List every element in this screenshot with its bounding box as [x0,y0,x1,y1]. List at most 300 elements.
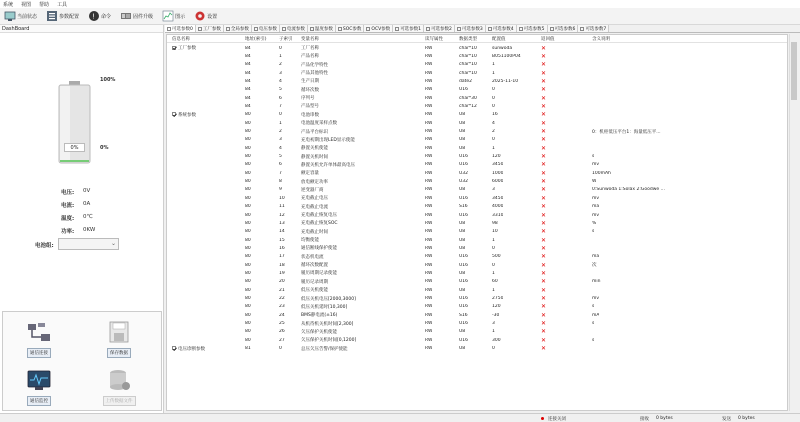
group-checkbox[interactable] [172,346,176,350]
table-cell: mv [592,195,600,201]
table-row[interactable] [167,94,788,102]
table-cell: 3 [279,137,282,143]
table-cell: 24 [279,312,285,318]
table-cell: 80 [245,179,251,185]
table-cell: s [592,321,595,327]
status-x-icon: ✕ [541,278,547,286]
battery-level: 0% [70,144,79,151]
tab-label: SOC参数 [342,27,362,32]
toolbar [0,8,800,25]
table-cell[interactable]: 98 [492,220,498,226]
table-cell: U16 [459,279,469,285]
status-x-icon: ✕ [541,303,547,311]
table-cell: RW [425,179,433,185]
received-label: 接收 [640,417,649,422]
table-cell: 80 [245,145,251,151]
table-cell: 通信断线保护使能 [301,246,337,252]
column-header[interactable]: 信息名称 [172,36,190,42]
table-cell: 80 [245,329,251,335]
table-cell: 13 [279,220,285,226]
table-cell: U8 [459,229,466,235]
table-cell: 80 [245,270,251,276]
table-cell: U8 [459,287,466,293]
tab-label: 可选参数1 [400,27,422,32]
tab-3[interactable] [252,25,280,33]
table-cell: 低压关机使能 [301,288,328,294]
tab-9[interactable] [424,25,455,33]
tab-label: 可选参数5 [523,27,545,32]
tab-checkbox[interactable] [198,27,202,31]
group-name: 电压诊断参数 [178,346,205,352]
table-cell[interactable]: 2 [492,129,495,134]
table-cell: 14 [279,229,285,235]
table-cell[interactable]: 1 [492,70,495,76]
table-cell: 27 [279,337,285,343]
tab-4[interactable] [280,25,308,33]
vertical-scrollbar[interactable] [789,34,798,411]
firmware-upgrade-label: 固件升级 [133,13,154,20]
tab-7[interactable] [364,25,393,33]
table-row[interactable] [167,278,788,286]
table-cell: 循环次数配置 [301,263,328,269]
firmware-upgrade-button[interactable] [118,9,155,24]
table-cell: 84 [245,87,251,93]
config-icon [46,10,58,22]
svg-text:!: ! [92,12,96,21]
table-cell: U8 [459,270,466,276]
table-cell: 电池串数 [301,112,319,118]
table-cell: RW [425,204,433,210]
table-cell: mv [592,296,600,301]
table-cell: char*10 [459,70,477,76]
table-cell: 产品其他特性 [301,71,328,77]
tab-1[interactable] [196,25,224,33]
table-row[interactable] [167,328,788,336]
status-bar [0,413,800,422]
table-cell: RW [425,270,433,276]
table-cell[interactable]: 0 [492,95,495,101]
tab-checkbox[interactable] [395,27,399,31]
table-cell: 低压关机电压[2000,3000] [301,296,356,302]
table-row[interactable] [167,86,788,94]
table-cell: 6 [279,95,282,101]
tab-10[interactable] [455,25,486,33]
table-cell[interactable]: 1 [492,62,495,68]
group-name: 系统参数 [178,112,196,118]
table-cell[interactable]: 60 [492,279,498,285]
tab-label: 电压参数 [258,27,277,32]
battery-group-select[interactable] [58,238,119,250]
table-cell: 84 [245,70,251,76]
table-row[interactable] [167,136,788,144]
table-cell: s [592,154,595,160]
table-row[interactable] [167,178,788,186]
menu-tools[interactable]: 工具 [57,1,68,8]
table-cell: U16 [459,262,469,268]
status-x-icon: ✕ [541,320,547,328]
tab-label: 可选参数2 [431,27,452,32]
table-cell[interactable]: 3450 [492,195,504,201]
table-cell: 80 [245,279,251,285]
table-cell: 额定容量 [301,171,319,177]
table-cell: 生产日期 [301,79,319,85]
status-x-icon: ✕ [541,169,547,177]
table-cell[interactable]: -30 [492,312,500,318]
tab-checkbox[interactable] [426,27,430,31]
table-cell: 80 [245,120,251,126]
table-cell: 80 [245,262,251,268]
param-config-button[interactable] [44,9,81,24]
tab-checkbox[interactable] [254,27,258,31]
table-cell[interactable]: 0 [492,137,495,143]
tab-checkbox[interactable] [310,27,314,31]
table-cell: 履历周期记录使能 [301,271,337,277]
table-row[interactable] [167,169,788,177]
table-cell: RW [425,237,433,243]
status-x-icon: ✕ [541,44,547,52]
table-cell [172,45,196,51]
table-cell: 2 [279,129,282,134]
tab-checkbox[interactable] [167,27,171,31]
table-cell[interactable]: 300 [492,337,501,343]
tab-label: 可选参数6 [554,27,576,32]
table-row[interactable] [167,253,788,261]
table-cell: 4 [279,78,282,84]
status-x-icon: ✕ [541,336,547,344]
tab-label: 温度参数 [314,27,333,32]
table-cell: RW [425,254,433,260]
tab-checkbox[interactable] [226,27,230,31]
table-row[interactable] [167,336,788,344]
column-header[interactable]: 返回值 [541,36,555,42]
table-cell[interactable]: 1 [492,329,495,335]
table-cell: 81 [245,346,251,352]
table-cell[interactable]: 0 [492,346,495,352]
table-row[interactable] [167,153,788,161]
column-header[interactable]: 含义说明 [592,36,610,42]
table-cell: 12 [279,212,285,218]
command-button[interactable] [86,9,113,24]
dashboard-title-bar [0,25,163,33]
battery-level-box [64,143,85,152]
table-cell[interactable]: 6000 [492,179,504,185]
table-row[interactable] [167,261,788,269]
table-row[interactable] [167,69,788,77]
table-cell[interactable]: sunwoda [492,45,513,51]
voltage-value: 0V [83,188,91,194]
table-cell[interactable]: 16 [492,112,498,118]
chart-icon [162,10,174,22]
tab-12[interactable] [517,25,548,33]
table-cell: 3 [279,70,282,76]
table-cell: 80 [245,337,251,343]
table-cell: 产品名称 [301,54,319,60]
table-cell: 80 [245,154,251,160]
table-row[interactable] [167,119,788,127]
status-x-icon: ✕ [541,236,547,244]
table-cell: char*10 [459,53,477,59]
column-header[interactable]: 配置值 [492,36,506,42]
table-row[interactable] [167,286,788,294]
tab-5[interactable] [308,25,336,33]
upload-data-file-label: 上传数据文件 [103,396,136,406]
chart-button[interactable] [160,9,187,24]
connect-button[interactable] [21,320,57,360]
table-row[interactable] [167,52,788,60]
table-cell[interactable]: 1 [492,270,495,276]
table-row[interactable] [167,77,788,85]
table-cell: 84 [245,45,251,51]
tab-checkbox[interactable] [580,27,584,31]
table-cell: RW [425,87,433,93]
menu-view[interactable]: 视图 [21,1,32,8]
column-header[interactable]: 地址(索引) [245,36,267,42]
table-cell: 0 [279,45,282,51]
param-table [166,34,788,411]
tab-6[interactable] [336,25,365,33]
table-cell[interactable]: B051100P04 [492,53,521,59]
table-row[interactable] [167,144,788,152]
table-cell: RW [425,321,433,327]
table-cell: 序列号 [301,96,315,102]
table-cell: 17 [279,254,285,260]
table-cell: 100mAh [592,170,611,176]
table-row[interactable] [167,102,788,110]
tab-checkbox[interactable] [366,27,370,31]
table-cell: RW [425,170,433,176]
group-checkbox[interactable] [172,112,176,116]
tab-13[interactable] [548,25,579,33]
table-cell: 0 [279,112,282,118]
tab-14[interactable] [578,25,609,33]
table-cell: 9 [279,187,282,193]
table-row[interactable] [167,228,788,236]
table-cell[interactable]: 120 [492,154,501,160]
table-cell: date2 [459,78,473,84]
table-cell: 次 [592,263,597,269]
table-cell [172,346,205,352]
status-x-icon: ✕ [541,136,547,144]
table-cell: 80 [245,129,251,134]
table-cell: 8 [279,179,282,185]
tab-checkbox[interactable] [282,27,286,31]
monitor-icon [4,10,16,22]
table-cell: 25 [279,321,285,327]
tab-2[interactable] [224,25,252,33]
table-row[interactable] [167,211,788,219]
table-cell[interactable]: 1 [492,237,495,243]
table-row[interactable] [167,244,788,252]
status-x-icon: ✕ [541,286,547,294]
table-cell[interactable]: 1 [492,145,495,151]
table-cell: U16 [459,337,469,343]
tab-label: 电流参数 [286,27,305,32]
table-cell: RW [425,346,433,352]
table-cell: 逆变器厂商 [301,187,324,193]
table-cell[interactable]: 0 [492,262,495,268]
table-cell: 80 [245,162,251,168]
table-row[interactable] [167,128,788,136]
table-row[interactable] [167,194,788,202]
table-row[interactable] [167,203,788,211]
table-cell: RW [425,129,433,134]
table-cell: RW [425,78,433,84]
table-row[interactable] [167,303,788,311]
table-cell[interactable]: 1 [492,287,495,293]
table-cell: RW [425,53,433,59]
table-cell: 静置关机允许单体最高电压 [301,162,355,168]
table-cell[interactable]: 120 [492,304,501,310]
table-cell: 80 [245,296,251,301]
column-header[interactable]: 数据类型 [459,36,477,42]
table-cell: RW [425,262,433,268]
table-cell: 10 [279,195,285,201]
status-x-icon: ✕ [541,345,547,353]
table-cell: RW [425,187,433,193]
upload-data-file-button[interactable] [101,368,137,408]
chart-label: 图示 [175,13,186,20]
table-cell: char*10 [459,45,477,51]
tab-checkbox[interactable] [338,27,342,31]
tab-checkbox[interactable] [457,27,461,31]
table-cell: U16 [459,254,469,260]
table-row[interactable] [167,269,788,277]
temperature-label: 温度: [61,216,75,222]
tab-label: 可选参数3 [461,27,483,32]
table-cell[interactable]: 500 [492,254,501,260]
table-row[interactable] [167,320,788,328]
table-cell: U16 [459,87,469,93]
status-x-icon: ✕ [541,111,547,119]
table-cell: 84 [245,62,251,68]
table-cell[interactable]: 2025-11-10 [492,78,519,84]
table-cell: 26 [279,329,285,335]
table-row[interactable] [167,111,788,119]
table-cell: min [592,279,601,285]
comm-monitor-button[interactable] [21,368,57,408]
table-cell[interactable]: 3 [492,321,495,327]
table-row[interactable] [167,186,788,194]
table-cell: RW [425,312,433,318]
table-cell: 产品平台标识 [301,129,328,135]
table-cell: U8 [459,329,466,335]
dashboard-title: DashBoard [2,25,30,32]
table-cell: 80 [245,187,251,193]
tab-11[interactable] [486,25,517,33]
column-header[interactable]: 读写属性 [425,36,443,42]
table-row[interactable] [167,311,788,319]
scrollbar-thumb[interactable] [791,42,797,100]
command-icon [88,10,100,22]
command-label: 命令 [101,13,112,20]
status-x-icon: ✕ [541,253,547,261]
tab-label: 工厂参数 [202,27,221,32]
column-header[interactable]: 变量名称 [301,36,319,42]
table-cell: 16 [279,245,285,251]
status-x-icon: ✕ [541,203,547,211]
save-data-button[interactable] [101,320,137,360]
tab-checkbox[interactable] [550,27,554,31]
settings-button[interactable] [192,9,219,24]
current-status-button[interactable] [2,9,39,24]
tab-8[interactable] [393,25,424,33]
table-cell: 放电额定功率 [301,179,328,185]
table-cell[interactable]: 3 [492,187,495,193]
status-x-icon: ✕ [541,178,547,186]
table-cell[interactable]: 0 [492,245,495,251]
table-cell: RW [425,137,433,143]
menu-system[interactable]: 系统 [3,1,14,8]
table-cell: 5 [279,154,282,160]
tab-checkbox[interactable] [488,27,492,31]
table-row[interactable] [167,219,788,227]
table-row[interactable] [167,345,788,353]
table-cell: 7 [279,103,282,109]
menu-help[interactable]: 帮助 [39,1,50,8]
monitor-icon [25,368,53,394]
table-cell: U16 [459,154,469,160]
table-cell: 0:Sunwoda 1:Solax 2:Goodwe ... [592,187,665,193]
table-cell: U8 [459,120,466,126]
tab-0[interactable] [165,25,196,33]
table-row[interactable] [167,236,788,244]
table-cell: BMS静电流(±16) [301,313,338,319]
power-label: 功率: [61,229,75,235]
table-cell: 80 [245,254,251,260]
table-cell: ma [592,204,600,210]
status-x-icon: ✕ [541,194,547,202]
table-cell[interactable]: 3310 [492,212,504,218]
table-cell: U16 [459,304,469,310]
table-cell: 循环次数 [301,87,319,93]
table-row[interactable] [167,61,788,69]
table-cell[interactable]: 3450 [492,162,504,168]
table-cell: mv [592,162,600,168]
tab-label: OCV参数 [371,27,391,32]
table-cell: mv [592,212,600,218]
table-row[interactable] [167,161,788,169]
current-label: 电流: [61,203,75,209]
table-cell[interactable]: 4 [492,120,495,126]
table-cell: 履历记录周期 [301,279,328,285]
tab-label: 全局参数 [230,27,249,32]
table-cell: RW [425,145,433,151]
group-checkbox[interactable] [172,46,176,50]
column-header[interactable]: 子索引 [279,36,293,42]
table-cell: RW [425,329,433,335]
temperature-value: 0℃ [83,214,93,220]
table-cell: 80 [245,112,251,118]
comm-monitor-label: 通信监控 [27,396,51,406]
table-row[interactable] [167,295,788,303]
table-cell[interactable]: 1000 [492,170,504,176]
table-row[interactable] [167,44,788,52]
status-x-icon: ✕ [541,94,547,102]
table-cell[interactable]: 0 [492,103,495,109]
table-cell: U32 [459,170,469,176]
status-x-icon: ✕ [541,269,547,277]
database-icon [105,368,133,394]
table-cell[interactable]: 0 [492,87,495,93]
status-x-icon: ✕ [541,311,547,319]
table-cell[interactable]: 4000 [492,204,504,210]
table-cell: % [592,220,597,226]
tab-checkbox[interactable] [519,27,523,31]
table-cell: U16 [459,212,469,218]
table-cell[interactable]: 2750 [492,296,504,301]
table-cell: RW [425,229,433,235]
table-cell[interactable]: 10 [492,229,498,235]
